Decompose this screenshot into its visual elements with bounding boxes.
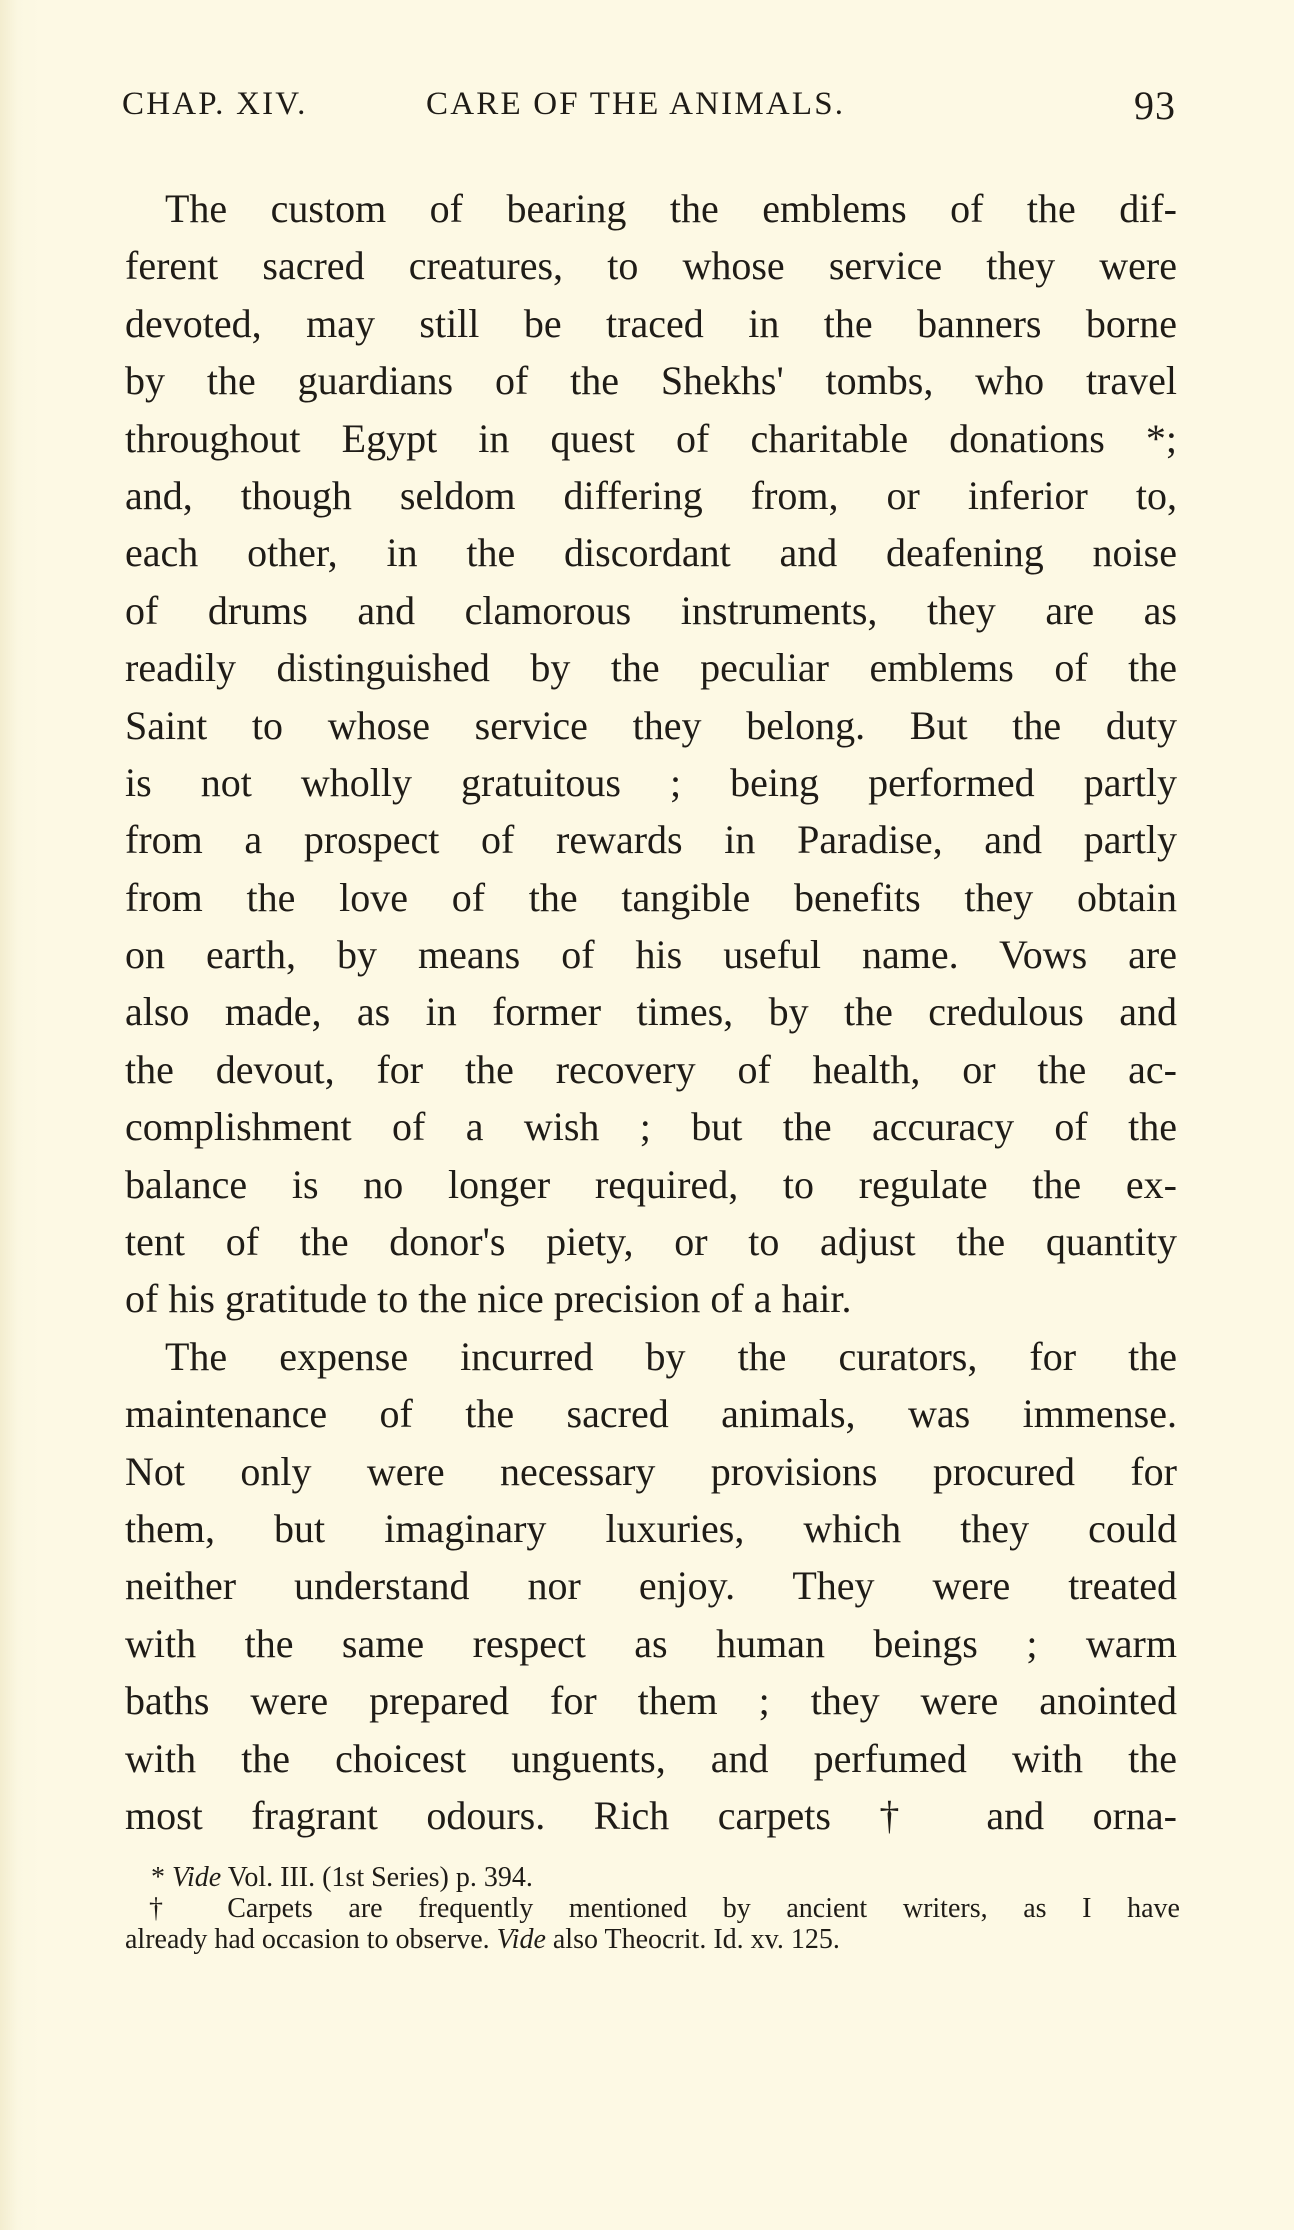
text-line: neither understand nor enjoy. They were treated — [125, 1563, 1177, 1609]
text-line: most fragrant odours. Rich carpets † and orna- — [125, 1792, 1177, 1838]
text-line: and, though seldom differing from, or inferior to, — [125, 472, 1177, 518]
running-header — [122, 83, 1176, 132]
running-title: CARE OF THE ANIMALS. — [426, 86, 846, 122]
text-line: also made, as in former times, by the credulous and — [125, 989, 1177, 1035]
text-line: maintenance of the sacred animals, was immense. — [125, 1391, 1177, 1437]
text-line: baths were prepared for them ; they were anointed — [125, 1678, 1177, 1724]
text-line: from the love of the tangible benefits they obtain — [125, 874, 1177, 920]
footnote-2-line-1: † Carpets are frequently mentioned by ancient writers, as I have — [149, 1893, 1180, 1924]
text-line: The custom of bearing the emblems of the dif- — [165, 186, 1177, 231]
text-line: tent of the donor's piety, or to adjust the quantity — [125, 1219, 1177, 1265]
chapter-label: CHAP. XIV. — [122, 86, 308, 122]
footnote-marker: * — [151, 1862, 165, 1893]
text-line: with the choicest unguents, and perfumed with the — [125, 1735, 1177, 1781]
text-line: from a prospect of rewards in Paradise, and partly — [125, 817, 1177, 863]
text-line: ferent sacred creatures, to whose service they were — [125, 243, 1177, 289]
text-line: balance is no longer required, to regulate the ex- — [125, 1161, 1177, 1207]
footnote-text: already had occasion to observe. — [125, 1924, 490, 1955]
text-line: The expense incurred by the curators, for the — [165, 1333, 1177, 1379]
text-line: them, but imaginary luxuries, which they could — [125, 1505, 1177, 1551]
page-number: 93 — [1134, 83, 1176, 128]
text-line: devoted, may still be traced in the banners borne — [125, 300, 1177, 346]
text-line: complishment of a wish ; but the accuracy of the — [125, 1104, 1177, 1150]
body-text — [125, 180, 1177, 1844]
text-line: throughout Egypt in quest of charitable donations *; — [125, 415, 1177, 461]
footnote-2-line-2 — [125, 1924, 1180, 1955]
text-line: of drums and clamorous instruments, they are as — [125, 587, 1177, 633]
text-line: of his gratitude to the nice precision of a hair. — [125, 1276, 852, 1322]
text-line: the devout, for the recovery of health, or the ac- — [125, 1046, 1177, 1092]
text-line: Saint to whose service they belong. But the duty — [125, 702, 1177, 748]
text-line: Not only were necessary provisions procured for — [125, 1448, 1177, 1494]
footnote-vide: Vide — [496, 1924, 546, 1955]
footnote-1 — [125, 1862, 1180, 1893]
footnote-text: also Theocrit. Id. xv. 125. — [552, 1924, 840, 1955]
text-line: is not wholly gratuitous ; being performed partly — [125, 759, 1177, 805]
text-line: with the same respect as human beings ; warm — [125, 1620, 1177, 1666]
footnotes — [125, 1862, 1180, 1955]
footnote-text: Vol. III. (1st Series) p. 394. — [227, 1862, 533, 1893]
text-line: each other, in the discordant and deafening noise — [125, 530, 1177, 576]
text-line: on earth, by means of his useful name. Vows are — [125, 932, 1177, 978]
text-line: by the guardians of the Shekhs' tombs, who travel — [125, 358, 1177, 404]
footnote-vide: Vide — [172, 1862, 222, 1893]
text-line: readily distinguished by the peculiar emblems of the — [125, 645, 1177, 691]
